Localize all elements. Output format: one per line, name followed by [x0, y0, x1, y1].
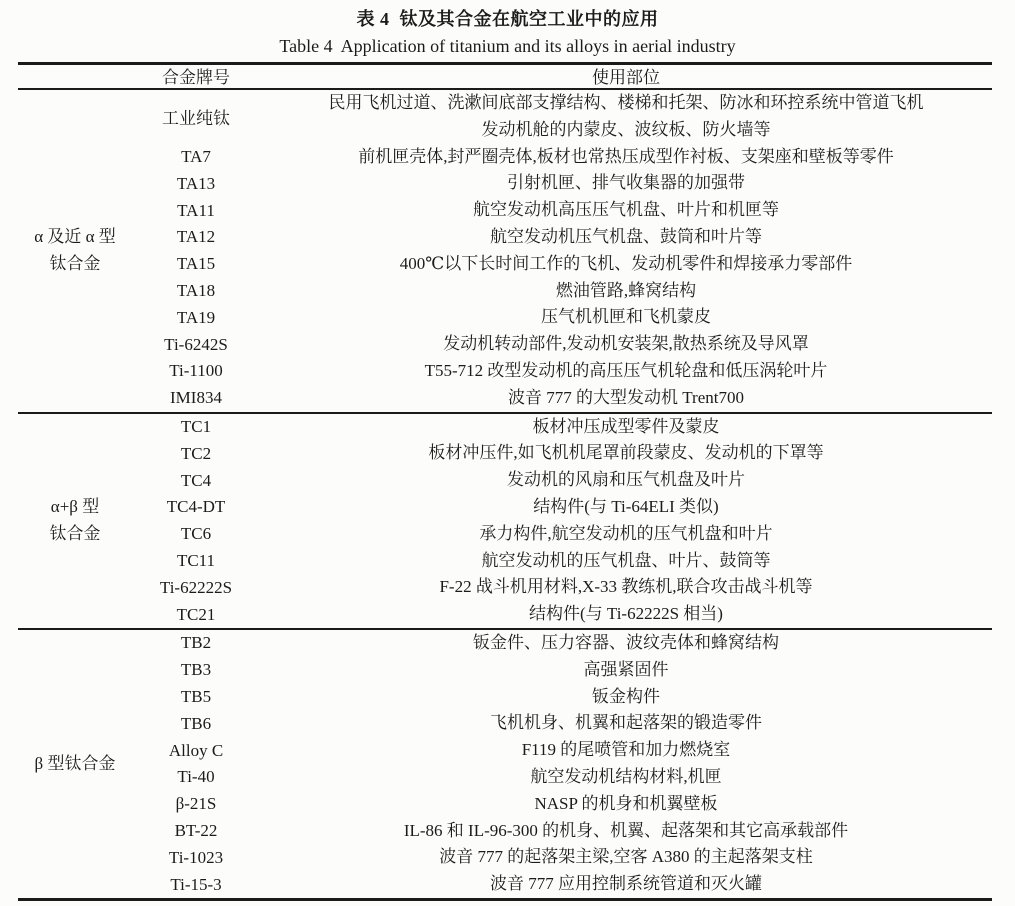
- usage-cell: [260, 657, 992, 684]
- group-rows: [132, 90, 992, 412]
- usage-cell: [260, 251, 992, 278]
- usage-line: 发动机舱的内蒙皮、波纹板、防火墙等: [481, 119, 771, 139]
- alloy-cell: Alloy C: [168, 740, 224, 760]
- alloy-group: [18, 628, 992, 898]
- alloy-cell: TC4-DT: [166, 497, 226, 517]
- usage-cell: [260, 574, 992, 601]
- table-row: [132, 331, 992, 358]
- alloy-cell: TA19: [176, 307, 216, 327]
- table-row: [132, 684, 992, 711]
- usage-cell: [260, 601, 992, 628]
- table-row: [132, 224, 992, 251]
- table-row: [132, 657, 992, 684]
- alloy-cell: IMI834: [170, 388, 222, 408]
- usage-cell: [260, 224, 992, 251]
- alloy-cell: TB5: [180, 686, 212, 706]
- usage-cell: [260, 548, 992, 575]
- alloy-cell: Ti-40: [177, 767, 215, 787]
- alloy-cell: Ti-1100: [169, 361, 223, 381]
- table-body: [18, 90, 992, 898]
- application-table: [18, 62, 992, 901]
- table-row: [132, 764, 992, 791]
- usage-cell: [260, 737, 992, 764]
- header-alloy-grade: 合金牌号: [162, 68, 230, 87]
- group-rows: [132, 630, 992, 898]
- group-label: [18, 630, 132, 898]
- table-row: [132, 304, 992, 331]
- usage-line: 航空发动机的压气机盘、叶片、鼓筒等: [481, 550, 771, 570]
- table-title-chinese: 表 4 钛及其合金在航空工业中的应用: [356, 9, 659, 29]
- alloy-cell: TC2: [180, 443, 212, 463]
- header-spacer-cell: [18, 65, 132, 88]
- usage-cell: [260, 844, 992, 871]
- alloy-cell: Ti-15-3: [170, 874, 222, 894]
- usage-cell: [260, 278, 992, 305]
- table-row: [132, 278, 992, 305]
- table-row: [132, 197, 992, 224]
- usage-line: 航空发动机高压压气机盘、叶片和机匣等: [473, 200, 779, 220]
- alloy-cell: TB6: [180, 713, 212, 733]
- table-title-english: Table 4 Application of titanium and its alloys in aerial industry: [279, 36, 736, 56]
- usage-cell: [260, 684, 992, 711]
- alloy-cell: Ti-6242S: [164, 334, 228, 354]
- group-label-line: α+β 型: [50, 496, 100, 516]
- alloy-cell: Ti-62222S: [159, 577, 233, 597]
- usage-line: 结构件(与 Ti-62222S 相当): [529, 604, 723, 624]
- usage-line: 燃油管路,蜂窝结构: [555, 280, 697, 300]
- usage-line: 发动机转动部件,发动机安装架,散热系统及导风罩: [443, 334, 809, 354]
- usage-cell: [260, 358, 992, 385]
- usage-line: 高强紧固件: [583, 659, 669, 679]
- table-row: [132, 710, 992, 737]
- table-row: [132, 844, 992, 871]
- table-row: [132, 440, 992, 467]
- alloy-cell: TA12: [176, 227, 216, 247]
- usage-line: IL-86 和 IL-96-300 的机身、机翼、起落架和其它高承载部件: [403, 820, 849, 840]
- group-label: [18, 414, 132, 628]
- usage-cell: [260, 764, 992, 791]
- usage-line: 发动机的风扇和压气机盘及叶片: [507, 470, 745, 490]
- alloy-cell: TA15: [176, 254, 216, 274]
- usage-cell: [260, 630, 992, 657]
- usage-line: 钣金构件: [592, 686, 660, 706]
- table-row: [132, 601, 992, 628]
- usage-line: 波音 777 应用控制系统管道和灭火罐: [490, 874, 762, 894]
- group-rows: [132, 414, 992, 628]
- alloy-cell: BT-22: [174, 820, 218, 840]
- usage-cell: [260, 170, 992, 197]
- table-row: [132, 251, 992, 278]
- group-label-line: 钛合金: [49, 523, 101, 543]
- alloy-cell: TA11: [177, 200, 215, 220]
- usage-cell: [260, 710, 992, 737]
- alloy-cell: 工业纯钛: [162, 109, 230, 129]
- table-row: [132, 414, 992, 441]
- usage-line: 波音 777 的起落架主梁,空客 A380 的主起落架支柱: [439, 847, 813, 867]
- group-label-line: β 型钛合金: [34, 753, 116, 773]
- group-label-line: 钛合金: [49, 253, 101, 273]
- usage-line: 400℃以下长时间工作的飞机、发动机零件和焊接承力零部件: [399, 253, 853, 273]
- usage-line: 板材冲压成型零件及蒙皮: [532, 416, 720, 436]
- alloy-cell: TC4: [180, 470, 212, 490]
- table-row: [132, 385, 992, 412]
- table-row: [132, 630, 992, 657]
- usage-line: 板材冲压件,如飞机机尾罩前段蒙皮、发动机的下罩等: [428, 443, 824, 463]
- usage-line: 结构件(与 Ti-64ELI 类似): [533, 496, 719, 516]
- alloy-cell: TB3: [180, 660, 212, 680]
- usage-line: F-22 战斗机用材料,X-33 教练机,联合攻击战斗机等: [439, 577, 813, 597]
- usage-cell: [260, 467, 992, 494]
- usage-line: 波音 777 的大型发动机 Trent700: [508, 387, 744, 407]
- table-row: [132, 358, 992, 385]
- usage-cell: [260, 414, 992, 441]
- usage-line: 承力构件,航空发动机的压气机盘和叶片: [479, 523, 773, 543]
- table-row: [132, 737, 992, 764]
- table-header-row: [18, 65, 992, 90]
- usage-cell: [260, 871, 992, 898]
- table-row: [132, 548, 992, 575]
- alloy-cell: TA7: [181, 146, 211, 166]
- header-usage-part: 使用部位: [592, 68, 660, 87]
- usage-line: 压气机机匣和飞机蒙皮: [541, 307, 711, 327]
- usage-line: 航空发动机压气机盘、鼓筒和叶片等: [490, 226, 762, 246]
- alloy-cell: TA18: [176, 280, 216, 300]
- usage-cell: [260, 144, 992, 171]
- alloy-cell: TC21: [176, 604, 216, 624]
- usage-line: 前机匣壳体,封严圈壳体,板材也常热压成型作衬板、支架座和壁板等零件: [358, 146, 894, 166]
- table-row: [132, 818, 992, 845]
- usage-line: 航空发动机结构材料,机匣: [530, 766, 722, 786]
- alloy-cell: TC11: [176, 550, 216, 570]
- alloy-cell: Ti-1023: [168, 847, 224, 867]
- usage-cell: [260, 818, 992, 845]
- usage-cell: [260, 90, 992, 144]
- usage-cell: [260, 197, 992, 224]
- usage-cell: [260, 494, 992, 521]
- group-label-line: α 及近 α 型: [34, 226, 116, 246]
- table-row: [132, 144, 992, 171]
- usage-cell: [260, 304, 992, 331]
- alloy-cell: TC1: [180, 416, 212, 436]
- usage-line: 民用飞机过道、洗漱间底部支撑结构、楼梯和托架、防冰和环控系统中管道飞机: [328, 93, 924, 112]
- table-row: [132, 521, 992, 548]
- usage-line: NASP 的机身和机翼壁板: [534, 793, 718, 813]
- usage-line: F119 的尾喷管和加力燃烧室: [521, 740, 731, 760]
- table-row: [132, 467, 992, 494]
- usage-cell: [260, 791, 992, 818]
- usage-line: 引射机匣、排气收集器的加强带: [507, 173, 745, 193]
- table-row: [132, 871, 992, 898]
- table-row: [132, 791, 992, 818]
- alloy-cell: β-21S: [175, 794, 217, 814]
- usage-line: 钣金件、压力容器、波纹壳体和蜂窝结构: [473, 632, 779, 652]
- usage-cell: [260, 440, 992, 467]
- table-row: [132, 574, 992, 601]
- alloy-group: [18, 90, 992, 412]
- usage-line: T55-712 改型发动机的高压压气机轮盘和低压涡轮叶片: [424, 360, 828, 380]
- usage-cell: [260, 385, 992, 412]
- alloy-group: [18, 412, 992, 628]
- table-row: [132, 170, 992, 197]
- alloy-cell: TB2: [180, 633, 212, 653]
- usage-line: 飞机机身、机翼和起落架的锻造零件: [490, 713, 762, 733]
- table-row: [132, 90, 992, 144]
- usage-cell: [260, 331, 992, 358]
- table-row: [132, 494, 992, 521]
- alloy-cell: TA13: [176, 173, 216, 193]
- alloy-cell: TC6: [180, 524, 212, 544]
- usage-cell: [260, 521, 992, 548]
- group-label: [18, 90, 132, 412]
